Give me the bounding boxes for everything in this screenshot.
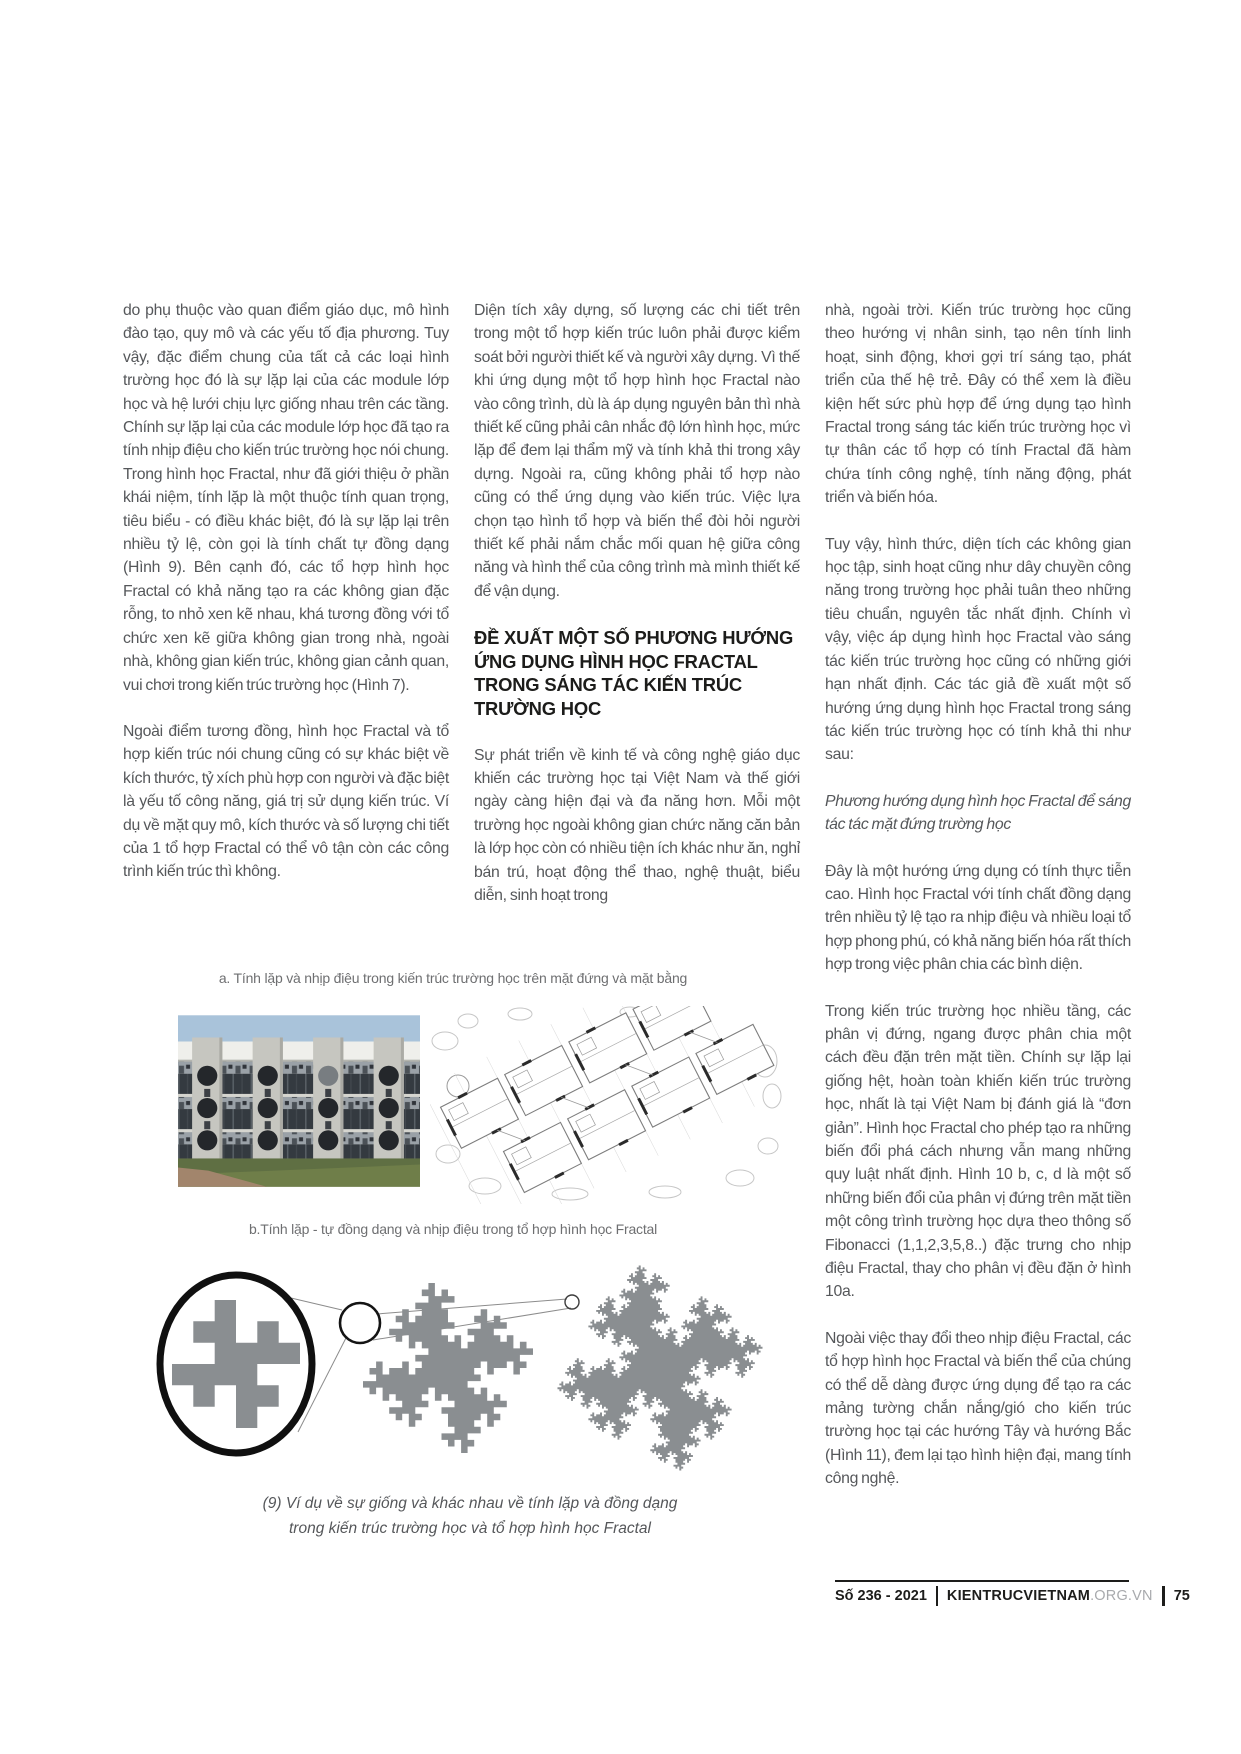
page-footer — [835, 1580, 1190, 1606]
footer-divider — [1162, 1586, 1165, 1606]
body-paragraph: Đây là một hướng ứng dụng có tính thực tiễn cao. Hình học Fractal với tính chất đồng dạng trên nhiều tỷ lệ tạo ra nhịp điệu và nhiều loại tổ hợp phong phú, có khả năng biến hóa rất thích hợp trong việc phân chia các bình diện. — [825, 862, 1131, 974]
text-column-2 — [474, 299, 800, 931]
issue-number: Số 236 - 2021 — [835, 1588, 927, 1604]
site-plan-drawing — [430, 1006, 782, 1204]
sub-heading-italic: Phương hướng dụng hình học Fractal để sáng tác tác mặt đứng trường học — [825, 792, 1131, 834]
body-paragraph: do phụ thuộc vào quan điểm giáo dục, mô hình đào tạo, quy mô và các yếu tố địa phương. Tuy vậy, đặc điểm chung của tất cả các loại hình trường học đó là sự lặp lại của các module lớp học và hệ lưới chịu lực giống nhau trên các tầng. Chính sự lặp lại của các module lớp học đã tạo ra tính nhịp điệu cho kiến trúc trường học nói chung. Trong hình học Fractal, như đã giới thiệu ở phần khái niệm, tính lặp là một thuộc tính quan trọng, tiêu biểu - có điều khác biệt, đó là sự lặp lại trên nhiều tỷ lệ, còn gọi là tính chất tự đồng dạng (Hình 9). Bên cạnh đó, các tổ hợp hình học Fractal có khả năng tạo ra các không gian đặc rỗng, to nhỏ xen kẽ nhau, khá tương đồng với tổ chức xen kẽ giữa không gian trong nhà, ngoài nhà, không gian kiến trúc, không gian cảnh quan, vui chơi trong kiến trúc trường học (Hình 7). — [123, 302, 449, 694]
body-paragraph: Ngoài việc thay đổi theo nhịp điệu Fractal, các tổ hợp hình học Fractal và biến thể của chúng có thể dễ dàng được ứng dụng để tạo ra các mảng tường chắn nắng/gió cho kiến trúc trường học tại các hướng Tây và hướng Bắc (Hình 11), đem lại tạo hình hiện đại, mang tính công nghệ. — [825, 1329, 1131, 1488]
figure-caption-b: b.Tính lặp - tự đồng dạng và nhịp điệu trong tổ hợp hình học Fractal — [248, 1221, 658, 1237]
school-facade-photo — [178, 1015, 420, 1187]
text-column-1 — [123, 299, 449, 907]
figure-caption-a: a. Tính lặp và nhịp điệu trong kiến trúc trường học trên mặt đứng và mặt bằng — [218, 970, 688, 986]
magnifier-circle-tiny — [565, 1295, 579, 1309]
section-heading: ĐỀ XUẤT MỘT SỐ PHƯƠNG HƯỚNG ỨNG DỤNG HÌNH HỌC FRACTAL TRONG SÁNG TÁC KIẾN TRÚC TRƯỜNG HỌC — [474, 627, 794, 720]
fractal-shapes — [172, 1266, 763, 1471]
page-number: 75 — [1173, 1588, 1190, 1604]
magnifier-circle-small — [340, 1303, 380, 1343]
figure-caption-9-line1: (9) Ví dụ về sự giống và khác nhau về tính lặp và đồng dạng — [262, 1495, 678, 1512]
body-paragraph: Tuy vậy, hình thức, diện tích các không gian học tập, sinh hoạt cũng như dây chuyền công năng trong trường học phải tuân theo những tiêu chuẩn, nguyên tắc nhất định. Chính vì vậy, việc áp dụng hình học Fractal vào sáng tác kiến trúc trường học cũng có những giới hạn nhất định. Các tác giả đề xuất một số hướng ứng dụng hình học Fractal trong sáng tác kiến trúc trường học có tính khả thi như sau: — [825, 535, 1131, 764]
body-paragraph: Ngoài điểm tương đồng, hình học Fractal và tổ hợp kiến trúc nói chung cũng có sự khác biệt về kích thước, tỷ xích phù hợp con người và đặc biệt là yếu tố công năng, giá trị sử dụng kiến trúc. Ví dụ về mặt quy mô, kích thước và số lượng chi tiết của 1 tổ hợp Fractal có thể vô tận còn các công trình kiến trúc thì không. — [123, 722, 449, 881]
journal-website-name: KIENTRUCVIETNAM — [946, 1588, 1091, 1604]
body-paragraph: Trong kiến trúc trường học nhiều tầng, các phân vị đứng, ngang được phân chia một cách đều đặn trên mặt tiền. Chính sự lặp lại giống hệt, hoàn toàn khiến kiến trúc trường học, nhất là tại Việt Nam bị đánh giá là “đơn giản”. Hình học Fractal cho phép tạo ra những biến đổi phá cách nhưng vẫn mang những quy luật nhất định. Hình 10 b, c, d là một số những biến đổi của phân vị đứng trên mặt tiền một công trình trường học dựa theo thông số Fibonacci (1,1,2,3,5,8..) đặc trưng cho nhịp điệu Fractal, thay cho phân vị đều đặn ở hình 10a. — [825, 1002, 1131, 1301]
fractal-diagram — [148, 1252, 798, 1492]
figure-caption-9-line2: trong kiến trúc trường học và tổ hợp hình học Fractal — [289, 1520, 651, 1537]
plan-building-blocks — [439, 1006, 775, 1204]
body-paragraph: Sự phát triển về kinh tế và công nghệ giáo dục khiến các trường học tại Việt Nam và thế giới ngày càng hiện đại và đa năng hơn. Mỗi một trường học ngoài không gian chức năng căn bản là lớp học còn có nhiều tiện ích khác như ăn, nghỉ bán trú, hoạt động thể thao, nghệ thuật, biểu diễn, sinh hoạt trong — [474, 746, 800, 905]
text-column-3 — [825, 299, 1131, 1514]
body-paragraph: nhà, ngoài trời. Kiến trúc trường học cũng theo hướng vị nhân sinh, tạo nên tính linh hoạt, sinh động, khơi gợi trí sáng tạo, phát triển của thế hệ trẻ. Đây có thể xem là điều kiện hết sức phù hợp để ứng dụng tạo hình Fractal trong sáng tác kiến trúc trường học vì tự thân các tổ hợp có tính Fractal đã hàm chứa tính công nghệ, tính năng động, phát triển và biến hóa. — [825, 302, 1131, 507]
figure-caption-9 — [150, 1491, 790, 1541]
footer-divider — [936, 1586, 938, 1606]
journal-website-suffix: .ORG.VN — [1090, 1588, 1153, 1604]
body-paragraph: Diện tích xây dựng, số lượng các chi tiết trên trong một tổ hợp kiến trúc luôn phải được kiểm soát bởi người thiết kế và người xây dựng. Vì thế khi ứng dụng một tổ hợp hình học Fractal nào vào công trình, dù là áp dụng nguyên bản thì nhà thiết kế cũng phải cân nhắc độ lớn hình học, mức lặp để đem lại thẩm mỹ và tính khả thi trong xây dựng. Ngoài ra, cũng không phải tổ hợp nào cũng có thể ứng dụng vào kiến trúc. Việc lựa chọn tạo hình tổ hợp và biến thể đòi hỏi người thiết kế phải nắm chắc mối quan hệ giữa công năng và hình thể của công trình mà mình thiết kế để vận dụng. — [474, 302, 800, 600]
journal-website — [947, 1588, 1153, 1604]
